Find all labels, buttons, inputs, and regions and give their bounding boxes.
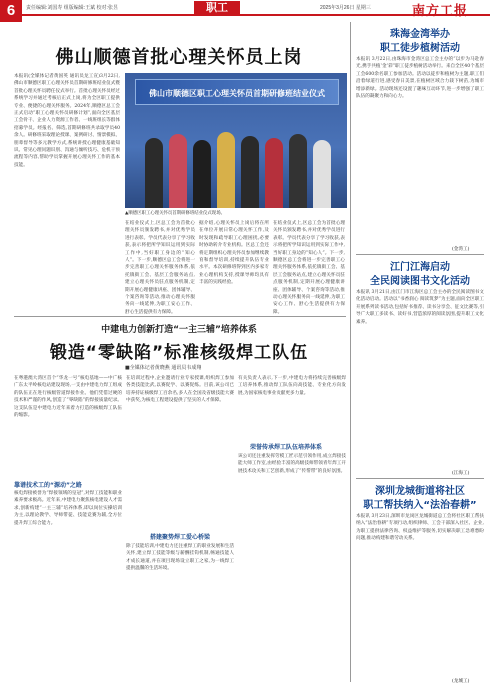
divider	[14, 316, 346, 317]
side2-title-line1: 江门江海启动	[390, 262, 450, 273]
section-label: 职工	[194, 1, 240, 16]
divider	[356, 478, 484, 479]
article1-col1: 本报讯(全媒体记者黄国英 通讯员龙工宣)3月22日,佛山市顺德区职工心理关怀员首期研修班结业仪式暨首批心理关怀员聘任仪式举行。首批心理关怀员经过系统学习并通过考核后正式上岗,将为全区职工提供专业、便捷的心理关怀服务。2024年,顺德区总工会正式启动“职工心理关怀员研修计划”,面向全区基层工会骨干、企业人力资源工作者、一线班组长等群体招募学员。经报名、筛选,首期研修班共录取学员40余人。研修班采取理论授课、案例研讨、情景模拟、朋辈督导等多元教学方式,系统讲授心理健康基础知识、常见心理问题识别、沟通与倾听技巧、危机干预流程等内容,帮助学员掌握开展心理关怀工作的基本技能。	[14, 74, 120, 168]
person-figure	[289, 134, 307, 208]
page-number: 6	[0, 0, 22, 22]
date-line: 2025年3月26日 星期三	[320, 5, 371, 11]
article2-col3b: 该公司还注重发挥劳模工匠示范引领作用,成立焊接技能大师工作室,由经验丰富的高级技师带领青年焊工开展技术攻关和工艺创新,形成了“传帮带”的良好氛围。	[238, 454, 346, 474]
side1-body: 本报讯 3月22日,由珠海市金湾区总工会主办的“以步为马赴春光,携手共植‘金’彩”职工徒步植树活动举行。来自全区40个基层工会600余名职工参加活动。活动以徒步和植树为主题,职工们沿着绿道行进,感受春日美景,在植树区域合力栽下树苗,为城市增添新绿。活动现场还设置了趣味互动环节,进一步增强了职工队伍的凝聚力和向心力。	[356, 57, 484, 100]
person-figure	[313, 140, 331, 208]
person-figure	[217, 132, 235, 208]
editor-line: 责任编辑:刘国寿 组版编辑:王斌 校对:张昱	[26, 5, 118, 11]
article2-subtitle: 中建电力创新打造“一主三辅”培养体系	[101, 325, 257, 335]
article2-byline: ■全媒体记者黄晓燕 通讯员韦成翔	[125, 365, 202, 371]
person-figure	[145, 138, 163, 208]
article1-col4: 在结业仪式上,区总工会为首批心理关怀员颁发聘书,并对优秀学员进行表彰。学员代表分享了学习收获,表示将把所学知识运用到实际工作中,当好职工身边的“知心人”。下一步,顺德区总工会将进一步完善职工心理关怀服务体系,依托镇街工会、基层工会服务站点,建立心理关怀员驻点服务机制,定期开展心理健康讲座、团体辅导、个案咨询等活动,推动心理关怀服务向一线延伸,为职工安心工作、舒心生活提供有力保障。	[273, 221, 345, 315]
article2-col1-subhead: 靠谱技术工的“源动”之路	[14, 482, 82, 489]
article1-photo	[125, 73, 347, 208]
article1-col2: 在结业仪式上,区总工会为首批心理关怀员颁发聘书,并对优秀学员进行表彰。学员代表分享了学习收获,表示将把所学知识运用到实际工作中,当好职工身边的“知心人”。下一步,顺德区总工会将进一步完善职工心理关怀服务体系,依托镇街工会、基层工会服务站点,建立心理关怀员驻点服务机制,定期开展心理健康讲座、团体辅导、个案咨询等活动,推动心理关怀服务向一线延伸,为职工安心工作、舒心生活提供有力保障。	[125, 221, 195, 315]
article1-col3: 据介绍,心理关怀员上岗后将在所在单位开展日常心理关怀工作,及时发现和疏导职工心理困扰,必要时协助转介专业机构。区总工会还将定期组织心理关怀员参加继续教育和督导培训,持续提升队伍专业水平。本次研修班得到区内多家专业心理机构支持,授课导师均具有丰富的实践经验。	[199, 221, 269, 286]
article2-title: 锻造“零缺陷”标准核级焊工队伍	[49, 343, 309, 363]
person-figure	[193, 140, 211, 208]
side3-title-line2: 职工帮扶纳入“法治春耕”	[363, 500, 477, 511]
side2-body: 本报讯 3月21日,由江门市江海区总工会主办的全民阅读图书文化活动启动。活动以“书香润心 阅读筑梦”为主题,面向全区职工开展系列读书活动,包括好书推荐、读书分享会、征文比赛等,引导广大职工多读书、读好书,营造浓厚的阅读氛围,提升职工文化素养。	[356, 290, 484, 325]
article2-col1: 在粤港澳大湾区首个“华龙一号”核电基地——中广核广东太平岭核电站建设现场,一支由中建电力焊工组成的队伍正在进行核级管道焊接作业。他们凭借过硬的技术和严谨的作风,创造了“零缺陷”的焊接质量纪录。这支队伍是中建电力近年来着力打造的核级焊工队伍的缩影。	[14, 376, 122, 419]
article1-title: 佛山顺德首批心理关怀员上岗	[55, 47, 303, 68]
person-figure	[265, 138, 283, 208]
side3-title-line1: 深圳龙城街道将社区	[375, 486, 465, 497]
article2-col2: 在培训过程中,企业邀请行业专家授课,组织焊工参加各类技能比武,以赛促学、以赛促练。目前,该公司已培养持证核级焊工百余名,多人在全国及省级技能大赛中获奖,为核电工程建设提供了坚实的人才保障。	[126, 376, 234, 404]
side2-author: (江海工)	[452, 471, 470, 476]
side3-body: 本报讯 3月23日,深圳市龙岗区龙城街道总工会将社区职工帮扶纳入“法治春耕”专项行动,组织律师、工会干部深入社区、企业,为职工提供法律咨询、权益维护等服务,切实解决职工急难愁盼问题,推动构建和谐劳动关系。	[356, 514, 484, 542]
divider	[356, 254, 484, 255]
person-figure	[241, 136, 259, 208]
stage-banner: 佛山市顺德区职工心理关怀员首期研修班结业仪式	[135, 79, 339, 105]
side3-author: (龙城工)	[452, 679, 470, 684]
newspaper-logo: 南方工报	[412, 4, 469, 19]
side2-title-line2: 全民阅读图书文化活动	[370, 276, 470, 287]
side1-title-line1: 珠海金湾举办	[390, 29, 450, 40]
article2-col3: 有关负责人表示,下一步,中建电力将持续完善核级焊工培养体系,推动焊工队伍向高技能、专业化方向发展,为国家核电事业贡献更多力量。	[238, 376, 346, 396]
column-divider	[350, 22, 351, 682]
side1-author: (金湾工)	[452, 247, 470, 252]
article2-col2b: 除了技能培训,中建电力还注重焊工的职业发展和生活关怀,建立焊工技能等级与薪酬挂钩机制,畅通技能人才成长通道,并在项目现场设立职工之家,为一线焊工提供温馨的生活环境。	[126, 544, 234, 572]
article2-col2-subhead: 搭建聚势焊工爱心桥梁	[150, 534, 211, 541]
photo-caption: ▲顺德区职工心理关怀员首期研修班结业仪式现场。	[125, 211, 225, 216]
side1-title-line2: 职工徒步植树活动	[380, 43, 460, 54]
article2-col1b: 核电焊接被誉为“焊接领域的皇冠”,对焊工技能和职业素养要求极高。近年来,中建电力聚焦核电建设人才需求,创新构建“一主三辅”培养体系,即以岗位实操培训为主,以理论教学、导师带徒、技能竞赛为辅,全方位提升焊工综合能力。	[14, 491, 122, 526]
article2-col3-subhead: 荣誉传承焊工队伍培养体系	[250, 444, 323, 451]
person-figure	[169, 134, 187, 208]
